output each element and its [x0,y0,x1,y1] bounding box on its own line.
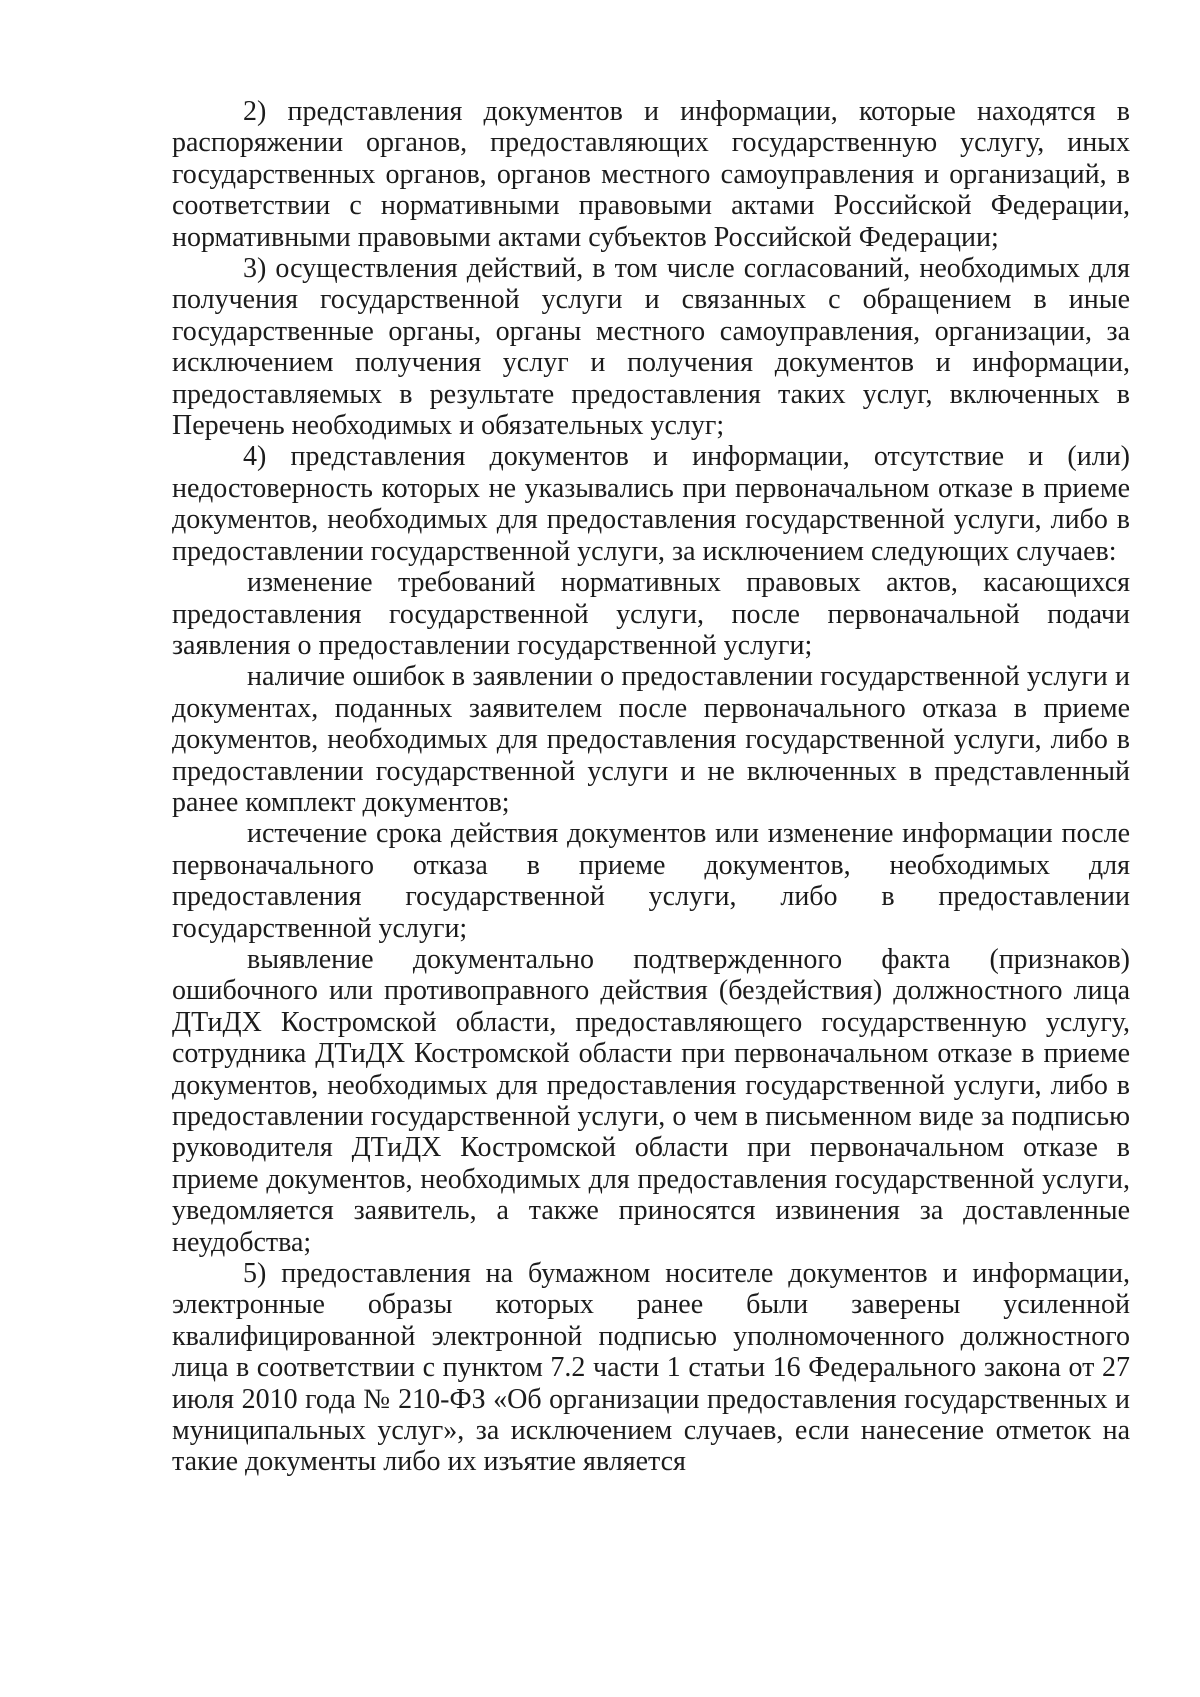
paragraph-item-2: 2) представления документов и информации, которые находятся в распоряжении органов, предоставляющих государственную услугу, иных государственных органов, органов местного самоуправления и организаций, в соответствии с нормативными правовыми актами Российской Федерации, нормативными правовыми актами субъектов Российской Федерации; [172,96,1130,253]
paragraph-item-3: 3) осуществления действий, в том числе согласований, необходимых для получения государственной услуги и связанных с обращением в иные государственные органы, органы местного самоуправления, организации, за исключением получения услуг и получения документов и информации, предоставляемых в результате предоставления таких услуг, включенных в Перечень необходимых и обязательных услуг; [172,253,1130,442]
paragraph-exception-requirements-change: изменение требований нормативных правовых актов, касающихся предоставления государственной услуги, после первоначальной подачи заявления о предоставлении государственной услуги; [172,567,1130,661]
paragraph-item-4: 4) представления документов и информации, отсутствие и (или) недостоверность которых не указывались при первоначальном отказе в приеме документов, необходимых для предоставления государственной услуги, либо в предоставлении государственной услуги, за исключением следующих случаев: [172,441,1130,567]
paragraph-exception-errors: наличие ошибок в заявлении о предоставлении государственной услуги и документах, поданных заявителем после первоначального отказа в приеме документов, необходимых для предоставления государственной услуги, либо в предоставлении государственной услуги и не включенных в представленный ранее комплект документов; [172,661,1130,818]
paragraph-exception-expiry: истечение срока действия документов или изменение информации после первоначального отказа в приеме документов, необходимых для предоставления государственной услуги, либо в предоставлении государственной услуги; [172,818,1130,944]
paragraph-exception-official-error: выявление документально подтвержденного факта (признаков) ошибочного или противоправного действия (бездействия) должностного лица ДТиДХ Костромской области, предоставляющего государственную услугу, сотрудника ДТиДХ Костромской области при первоначальном отказе в приеме документов, необходимых для предоставления государственной услуги, либо в предоставлении государственной услуги, о чем в письменном виде за подписью руководителя ДТиДХ Костромской области при первоначальном отказе в приеме документов, необходимых для предоставления государственной услуги, уведомляется заявитель, а также приносятся извинения за доставленные неудобства; [172,943,1130,1258]
paragraph-item-5: 5) предоставления на бумажном носителе документов и информации, электронные образы которых ранее были заверены усиленной квалифицированной электронной подписью уполномоченного должностного лица в соответствии с пунктом 7.2 части 1 статьи 16 Федерального закона от 27 июля 2010 года № 210-ФЗ «Об организации предоставления государственных и муниципальных услуг», за исключением случаев, если нанесение отметок на такие документы либо их изъятие является [172,1258,1130,1478]
document-body [172,96,1130,1478]
